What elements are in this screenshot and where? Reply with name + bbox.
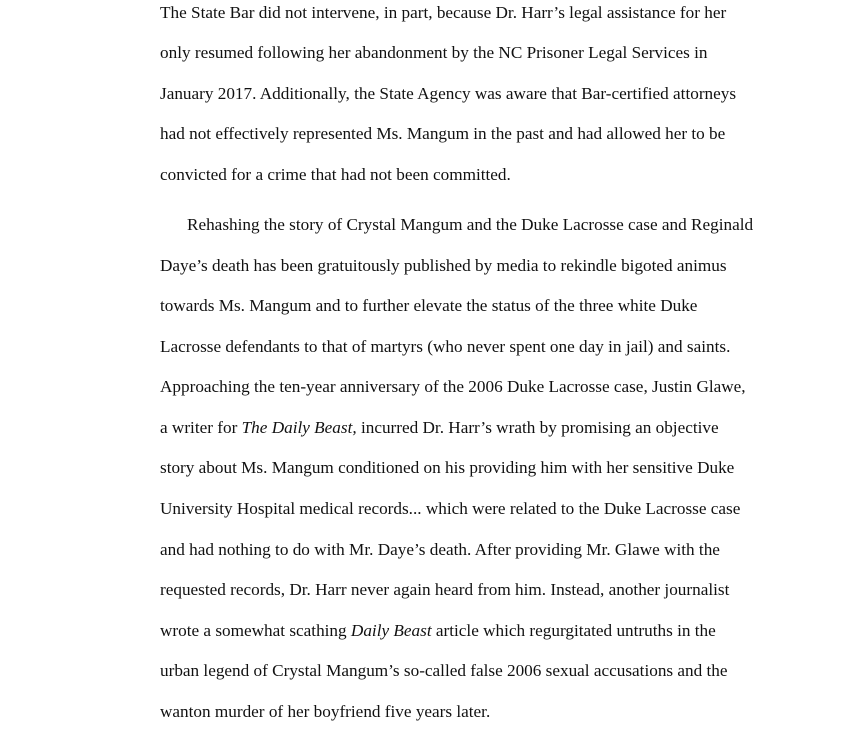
text-run: Lacrosse defendants to that of martyrs (who never spent one day in jail) and saints. <box>160 337 731 356</box>
text-line <box>187 215 753 235</box>
text-run: incurred Dr. Harr’s wrath by promising an objective <box>356 418 719 437</box>
text-line <box>160 458 734 478</box>
text-line <box>160 337 730 357</box>
text-line <box>160 3 726 23</box>
text-line <box>160 621 716 641</box>
text-run: article which regurgitated untruths in the <box>431 621 716 640</box>
text-line <box>160 84 736 104</box>
text-line <box>160 256 727 276</box>
text-run: wrote a somewhat scathing <box>160 621 351 640</box>
text-run: Approaching the ten-year anniversary of the 2006 Duke Lacrosse case, Justin Glawe, <box>160 377 746 396</box>
text-line <box>160 418 719 438</box>
text-run: convicted for a crime that had not been committed. <box>160 165 511 184</box>
text-run: had not effectively represented Ms. Mangum in the past and had allowed her to be <box>160 124 726 143</box>
text-line <box>160 124 725 144</box>
text-run: story about Ms. Mangum conditioned on his providing him with her sensitive Duke <box>160 458 735 477</box>
italic-title: The Daily Beast, <box>241 418 357 437</box>
text-run: University Hospital medical records... which were related to the Duke Lacrosse case <box>160 499 741 518</box>
text-line <box>160 296 697 316</box>
text-run: only resumed following her abandonment by the NC Prisoner Legal Services in <box>160 43 708 62</box>
text-run: towards Ms. Mangum and to further elevate the status of the three white Duke <box>160 296 698 315</box>
text-run: and had nothing to do with Mr. Daye’s death. After providing Mr. Glawe with the <box>160 540 720 559</box>
text-run: a writer for <box>160 418 242 437</box>
text-run: wanton murder of her boyfriend five years later. <box>160 702 491 721</box>
text-run: requested records, Dr. Harr never again heard from him. Instead, another journalist <box>160 580 730 599</box>
text-run: January 2017. Additionally, the State Agency was aware that Bar-certified attorneys <box>160 84 737 103</box>
text-run: Rehashing the story of Crystal Mangum and the Duke Lacrosse case and Reginald <box>187 215 754 234</box>
text-run: Daye’s death has been gratuitously published by media to rekindle bigoted animus <box>160 256 727 275</box>
text-line <box>160 499 740 519</box>
text-run: urban legend of Crystal Mangum’s so-called false 2006 sexual accusations and the <box>160 661 728 680</box>
text-line <box>160 702 490 722</box>
text-line <box>160 165 511 185</box>
text-line <box>160 540 720 560</box>
text-line <box>160 43 708 63</box>
text-line <box>160 580 729 600</box>
text-line <box>160 661 728 681</box>
text-line <box>160 377 746 397</box>
text-run: The State Bar did not intervene, in part, because Dr. Harr’s legal assistance for her <box>160 3 727 22</box>
italic-title: Daily Beast <box>350 621 432 640</box>
